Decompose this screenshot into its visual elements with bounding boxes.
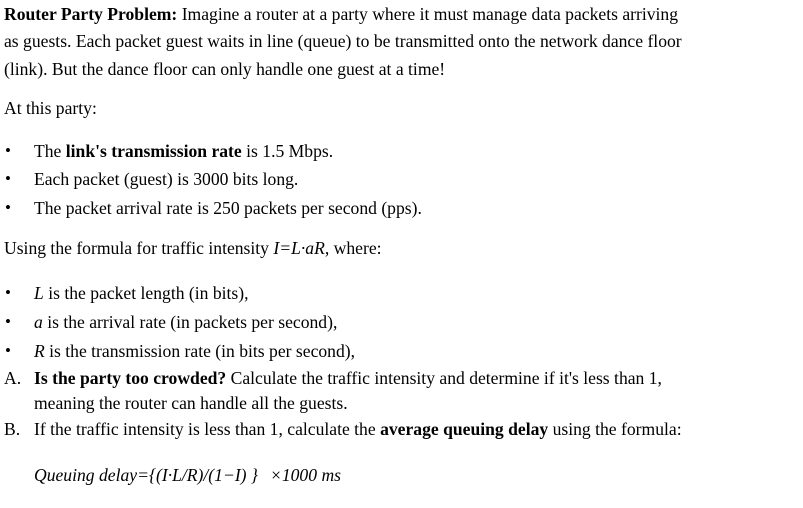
question-a-letter: A. bbox=[4, 368, 22, 388]
question-a-line-1 bbox=[34, 367, 662, 389]
bullet-icon: • bbox=[5, 169, 11, 188]
fact-transmission-rate bbox=[34, 140, 333, 162]
question-b-post: using the formula: bbox=[548, 419, 682, 439]
question-a-text: Calculate the traffic intensity and determine if it's less than 1, bbox=[226, 368, 662, 388]
bullet-icon: • bbox=[5, 141, 11, 160]
bullet-icon: • bbox=[5, 198, 11, 217]
traffic-intensity-formula: I=L·aR bbox=[273, 238, 325, 258]
fact-packet-length: Each packet (guest) is 3000 bits long. bbox=[34, 169, 299, 189]
question-b-line bbox=[34, 418, 682, 440]
intro-line-2: as guests. Each packet guest waits in line (queue) to be transmitted onto the network dance floor bbox=[4, 31, 682, 51]
delay-factor: ×1000 bbox=[269, 465, 318, 485]
question-b-pre: If the traffic intensity is less than 1, calculate the bbox=[34, 419, 381, 439]
definition-a bbox=[34, 311, 337, 333]
definition-L bbox=[34, 282, 249, 304]
fact-1-bold: link's transmission rate bbox=[65, 141, 242, 161]
question-a-bold: Is the party too crowded? bbox=[34, 368, 227, 388]
queuing-delay-formula bbox=[34, 464, 341, 486]
delay-unit: ms bbox=[321, 465, 341, 485]
definition-R bbox=[34, 340, 355, 362]
intro-text-1: Imagine a router at a party where it must manage data packets arriving bbox=[177, 4, 679, 24]
delay-expression: {(I·L/R)/(1−I) } bbox=[148, 465, 258, 485]
definition-L-text: is the packet length (in bits), bbox=[43, 283, 249, 303]
question-a-line-2: meaning the router can handle all the guests. bbox=[34, 393, 348, 413]
fact-arrival-rate: The packet arrival rate is 250 packets per second (pps). bbox=[34, 198, 422, 218]
delay-label: Queuing delay= bbox=[34, 465, 149, 485]
question-b-letter: B. bbox=[4, 419, 21, 439]
bullet-icon: • bbox=[5, 341, 11, 360]
var-L: L bbox=[34, 283, 44, 303]
fact-1-post: is 1.5 Mbps. bbox=[241, 141, 334, 161]
formula-intro-post: , where: bbox=[324, 238, 382, 258]
bullet-icon: • bbox=[5, 312, 11, 331]
definition-R-text: is the transmission rate (in bits per second), bbox=[44, 341, 356, 361]
formula-intro bbox=[4, 237, 382, 259]
formula-intro-pre: Using the formula for traffic intensity bbox=[4, 238, 274, 258]
var-a: a bbox=[34, 312, 43, 332]
question-b-bold: average queuing delay bbox=[380, 419, 549, 439]
problem-title: Router Party Problem: bbox=[4, 4, 178, 24]
intro-line-1 bbox=[4, 3, 678, 25]
fact-1-pre: The bbox=[34, 141, 66, 161]
var-R: R bbox=[34, 341, 45, 361]
intro-line-3: (link). But the dance floor can only handle one guest at a time! bbox=[4, 59, 446, 79]
at-party-heading: At this party: bbox=[4, 98, 97, 118]
definition-a-text: is the arrival rate (in packets per second), bbox=[42, 312, 338, 332]
bullet-icon: • bbox=[5, 283, 11, 302]
